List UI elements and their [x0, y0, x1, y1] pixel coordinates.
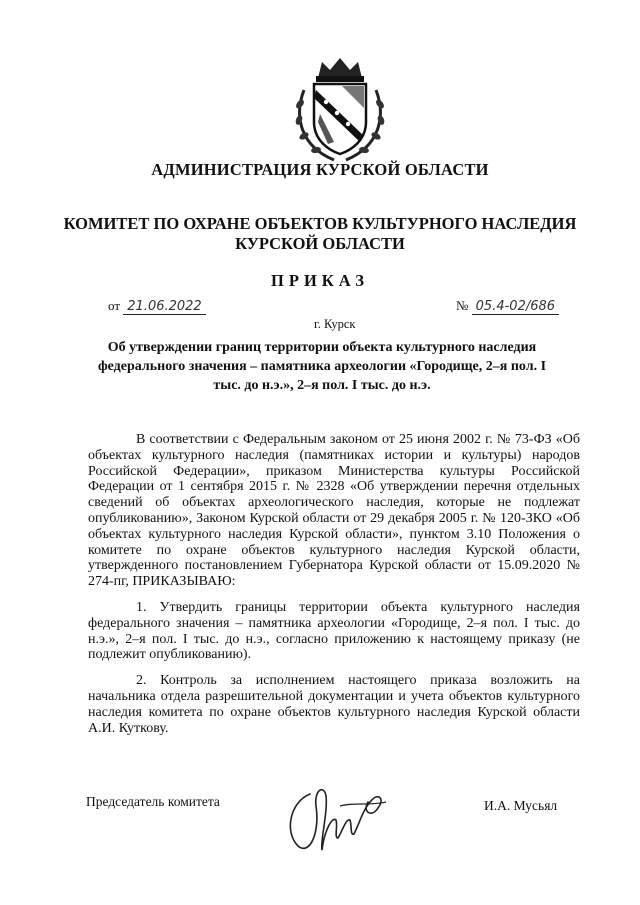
document-number: 05.4-02/686 [472, 299, 559, 315]
document-type-heading: ПРИКАЗ [271, 271, 369, 290]
document-date: 21.06.2022 [123, 299, 205, 315]
preamble-paragraph: В соответствии с Федеральным законом от 25 июня 2002 г. № 73-ФЗ «Об объектах культурного наследия (памятниках истории и культуры) народов Российской Федерации», приказом Министерства культуры Российской Федерации от 1 сентября 2015 г. № 2328 «Об утверждении перечня отдельных сведений об объектах археологического наследия, которые не подлежат опубликованию», Законом Курской области от 29 декабря 2005 г. № 120-ЗКО «Об объектах культурного наследия Курской области», пунктом 3.10 Положения о комитете по охране объектов культурного наследия Курской области, утвержденного постановлением Губернатора Курской области от 15.09.2020 № 274-пг, ПРИКАЗЫВАЮ: [88, 432, 580, 590]
number-line [456, 298, 559, 314]
administration-title: АДМИНИСТРАЦИЯ КУРСКОЙ ОБЛАСТИ [151, 160, 489, 179]
signer-title: Председатель комитета [86, 794, 220, 809]
number-prefix: № [456, 298, 469, 313]
signer-name: И.А. Мусьял [484, 798, 558, 813]
date-prefix: от [108, 298, 121, 313]
document-body [88, 432, 580, 736]
order-item-2: 2. Контроль за исполнением настоящего приказа возложить на начальника отдела разрешительной документации и учета объектов культурного наследия комитета по охране объектов культурного наследия Курской области А.И. Куткову. [88, 673, 580, 736]
handwritten-signature [280, 772, 400, 862]
date-line [108, 298, 206, 314]
kursk-coat-of-arms-icon [290, 56, 390, 164]
order-item-1: 1. Утвердить границы территории объекта культурного наследия федерального значения – памятника археологии «Городище, 2–я пол. I тыс. до н.э.», 2–я пол. I тыс. до н.э., согласно приложению к настоящему приказу (не подлежит опубликованию). [88, 599, 580, 663]
document-subject: Об утверждении границ территории объекта культурного наследия федерального значения – памятника археологии «Городище, 2–я пол. I тыс. до н.э.», 2–я пол. I тыс. до н.э. [97, 340, 547, 393]
city-label: г. Курск [314, 317, 356, 331]
committee-title: КОМИТЕТ ПО ОХРАНЕ ОБЪЕКТОВ КУЛЬТУРНОГО НАСЛЕДИЯ КУРСКОЙ ОБЛАСТИ [63, 214, 577, 253]
